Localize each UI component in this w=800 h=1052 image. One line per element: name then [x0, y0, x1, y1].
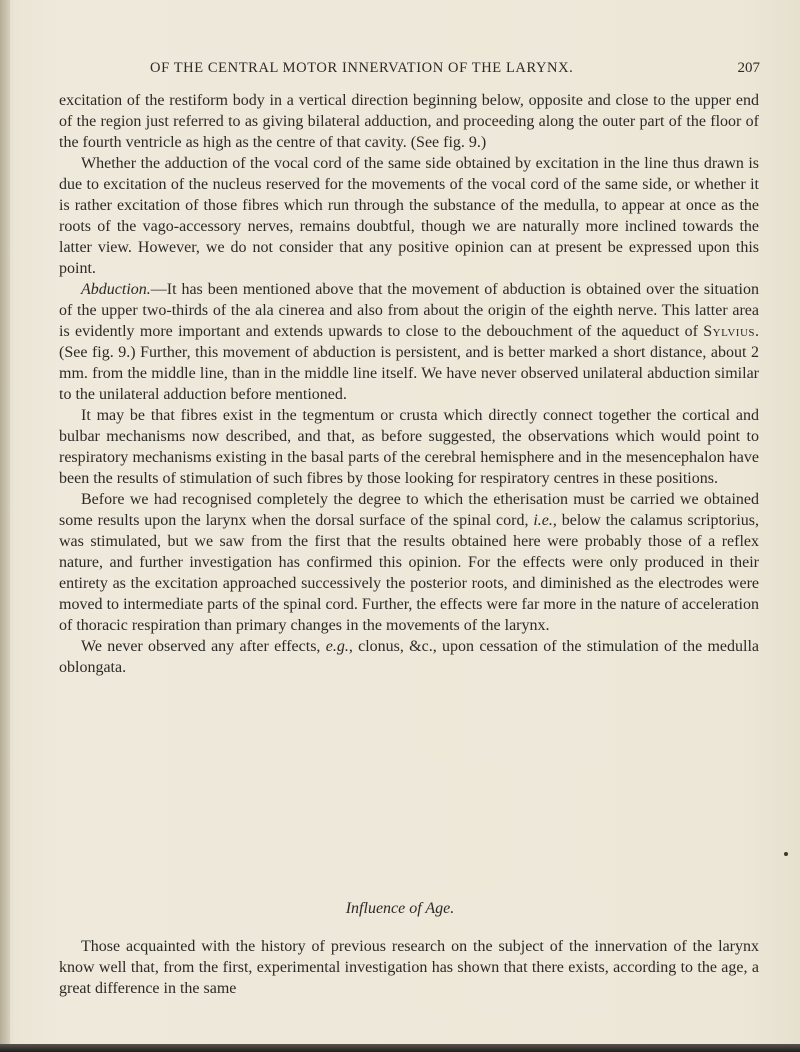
- before-text-a: Before we had recognised completely the degree to which the etherisation must be carried we obtained some results upon the larynx when the dorsal surface of the spinal cord,: [59, 491, 759, 529]
- paragraph-abduction: [59, 279, 759, 405]
- running-head: OF THE CENTRAL MOTOR INNERVATION OF THE LARYNX.: [150, 60, 574, 76]
- closing-text: [59, 936, 759, 999]
- paragraph-whether: Whether the adduction of the vocal cord of the same side obtained by excitation in the line thus drawn is due to excitation of the nucleus reserved for the movements of the vocal cord of the same side, or whether it is rather excitation of those fibres which run through the substance of the medulla, to appear at once as the roots of the vago-accessory nerves, remains doubtful, though we are naturally more inclined towards the latter view. However, we do not consider that any positive opinion can at present be expressed upon this point.: [59, 155, 759, 277]
- never-text-a: We never observed any after effects,: [81, 638, 321, 655]
- author-name: Sylvius: [703, 323, 756, 340]
- section-heading: Influence of Age.: [345, 900, 455, 917]
- paragraph-before: [59, 489, 759, 636]
- body-text: [59, 90, 759, 678]
- paragraph-closing: Those acquainted with the history of previous research on the subject of the innervation of the larynx know well that, from the first, experimental investigation has shown that there exists, according to the age, a great difference in the same: [59, 938, 759, 997]
- paragraph-fibres: It may be that fibres exist in the tegmentum or crusta which directly connect together the cortical and bulbar mechanisms now described, and that, as before suggested, the observations which would point to respiratory mechanisms existing in the basal parts of the cerebral hemisphere and in the mesencephalon have been the results of stimulation of such fibres by those looking for respiratory centres in these positions.: [59, 407, 759, 487]
- bottom-edge-bar: [0, 1044, 800, 1052]
- before-text-b: , below the calamus scriptorius, was stimulated, but we saw from the first that the results obtained here were probably those of a reflex nature, and further investigation has confirmed this opinion. For the effects were only produced in their entirety as the excitation approached successively the posterior roots, and diminished as the electrodes were moved to intermediate parts of the spinal cord. Further, the effects were far more in the nature of acceleration of thoracic respiration than primary changes in the movements of the larynx.: [59, 512, 760, 634]
- eg-abbrev: e.g.: [325, 638, 349, 655]
- margin-mark: [784, 852, 788, 856]
- page-header: [150, 60, 760, 82]
- book-spine-shadow: [0, 0, 10, 1052]
- paragraph-never: [59, 636, 759, 678]
- ie-abbrev: i.e.: [533, 512, 553, 529]
- abduction-lead: Abduction.: [81, 281, 151, 298]
- abduction-text: —It has been mentioned above that the movement of abduction is obtained over the situation of the upper two-thirds of the ala cinerea and also from about the origin of the eighth nerve. This latter area is evidently more important and extends upwards to close to the debouchment of the aqueduct of: [59, 281, 759, 340]
- page-number: 207: [737, 60, 760, 76]
- paragraph-continuation: excitation of the restiform body in a vertical direction beginning below, opposite and close to the upper end of the region just referred to as giving bilateral adduction, and proceeding along the outer part of the floor of the fourth ventricle as high as the centre of that cavity. (See fig. 9.): [59, 92, 759, 151]
- abduction-text-after: . (See fig. 9.) Further, this movement of abduction is persistent, and is better marked a short distance, about 2 mm. from the middle line, than in the middle line itself. We have never observed unilateral abduction similar to the unilateral adduction before mentioned.: [59, 323, 760, 403]
- never-text-b: , clonus, &c., upon cessation of the stimulation of the medulla oblongata.: [59, 638, 759, 676]
